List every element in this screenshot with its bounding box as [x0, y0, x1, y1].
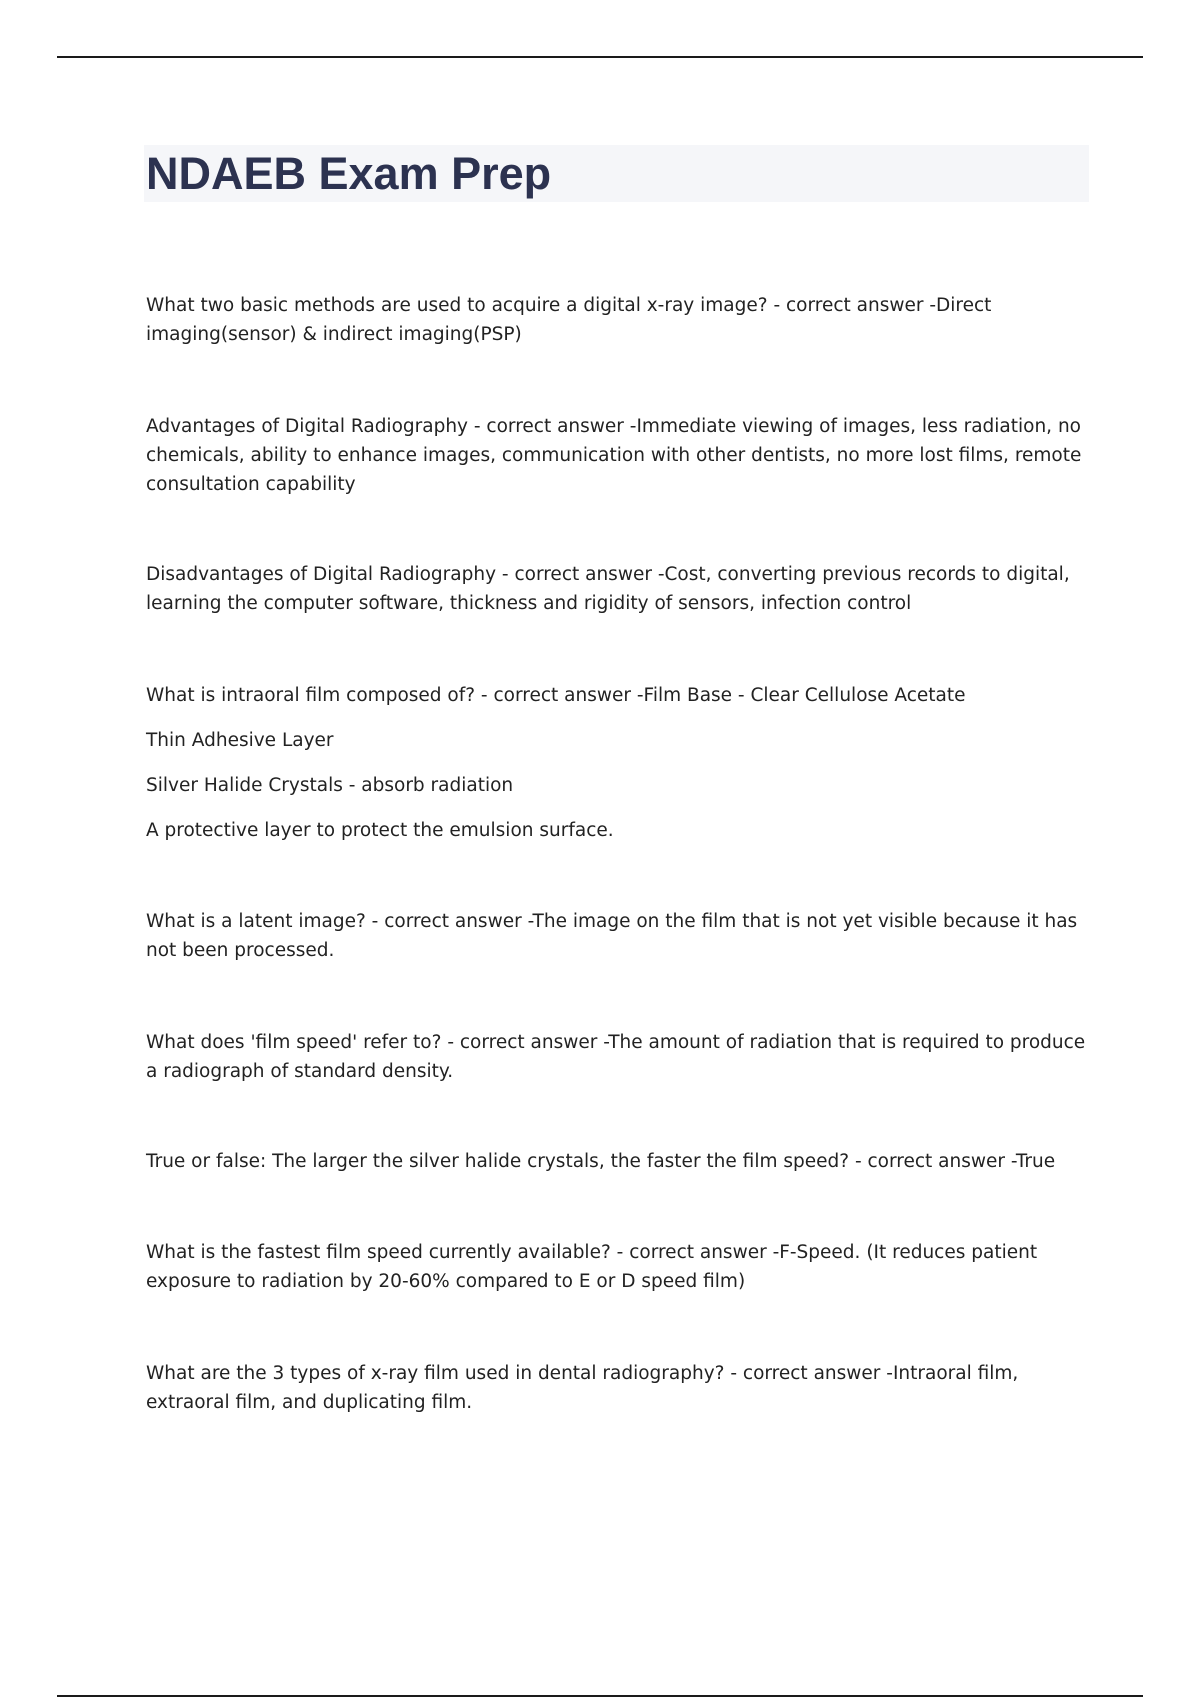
qa-item-continuation: Thin Adhesive Layer [146, 730, 334, 751]
qa-item: What is intraoral film composed of? - correct answer -Film Base - Clear Cellulose Acetate [146, 685, 966, 706]
qa-item: What does 'film speed' refer to? - correct answer -The amount of radiation that is required to produce a radiograph of standard density. [146, 1032, 1086, 1082]
qa-item: What is a latent image? - correct answer -The image on the film that is not yet visible because it has not been processed. [146, 911, 1078, 961]
qa-item: What are the 3 types of x-ray film used in dental radiography? - correct answer -Intraoral film, extraoral film, and duplicating film. [146, 1363, 1019, 1413]
qa-item: Disadvantages of Digital Radiography - correct answer -Cost, converting previous records to digital, learning the computer software, thickness and rigidity of sensors, infection control [146, 564, 1070, 614]
qa-item: What two basic methods are used to acquire a digital x-ray image? - correct answer -Direct imaging(sensor) & indirect imaging(PSP) [146, 295, 992, 345]
qa-item-continuation: A protective layer to protect the emulsion surface. [146, 820, 614, 841]
top-rule [57, 56, 1143, 58]
qa-item: Advantages of Digital Radiography - correct answer -Immediate viewing of images, less radiation, no chemicals, ability to enhance images, communication with other dentists, no more lost films, remote consultation capability [146, 416, 1082, 495]
qa-item: True or false: The larger the silver halide crystals, the faster the film speed? - correct answer -True [146, 1151, 1056, 1172]
document-title: NDAEB Exam Prep [146, 148, 552, 199]
bottom-rule [57, 1695, 1143, 1697]
qa-item: What is the fastest film speed currently available? - correct answer -F-Speed. (It reduces patient exposure to radiation by 20-60% compared to E or D speed film) [146, 1242, 1038, 1292]
qa-item-continuation: Silver Halide Crystals - absorb radiation [146, 775, 514, 796]
